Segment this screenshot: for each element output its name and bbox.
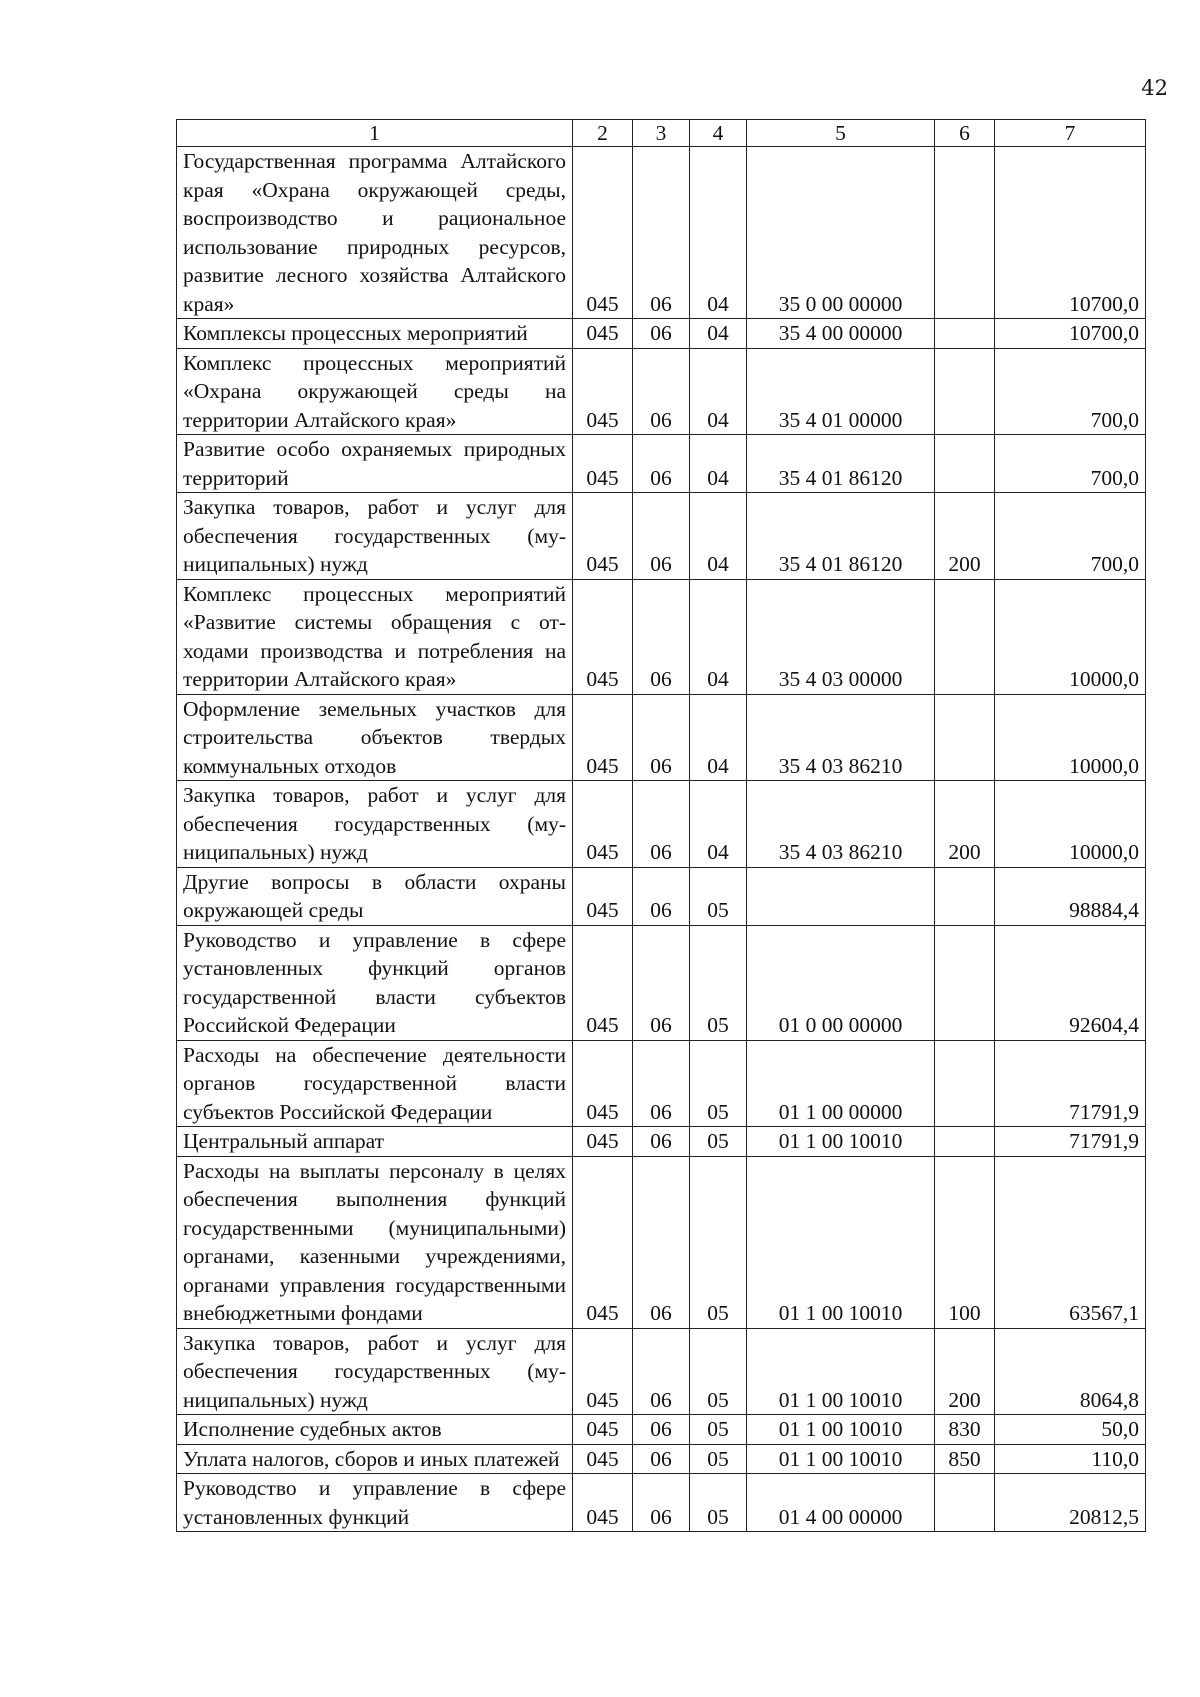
header-cell: 2 [573,120,633,147]
header-cell: 4 [690,120,747,147]
amount-cell: 700,0 [995,493,1146,580]
section-code-cell: 06 [633,1156,690,1328]
ministry-code-cell: 045 [573,925,633,1040]
target-article-cell: 01 1 00 10010 [747,1415,935,1445]
section-code-cell: 06 [633,319,690,349]
expense-type-cell: 200 [935,493,995,580]
target-article-cell: 35 4 01 86120 [747,435,935,493]
subsection-code-cell: 05 [690,1328,747,1415]
target-article-cell: 01 1 00 10010 [747,1444,935,1474]
table-row [177,925,1146,1040]
target-article-cell: 35 4 00 00000 [747,319,935,349]
item-name-cell: Комплекс процессных мероприятий «Охрана окружающей среды на территории Алтайского края» [177,348,573,435]
header-cell: 1 [177,120,573,147]
item-name-cell: Закупка товаров, работ и услуг для обеспечения государственных (муниципальных) нужд [177,493,573,580]
table-row [177,1474,1146,1532]
section-code-cell: 06 [633,147,690,319]
ministry-code-cell: 045 [573,1444,633,1474]
amount-cell: 10700,0 [995,319,1146,349]
header-row [177,120,1146,147]
item-name-cell: Комплекс процессных мероприятий «Развитие системы обращения с отходами производства и потребления на территории Алтайского края» [177,579,573,694]
target-article-cell: 01 4 00 00000 [747,1474,935,1532]
item-name-cell: Развитие особо охраняемых природных территорий [177,435,573,493]
item-name-cell: Оформление земельных участков для строительства объектов твердых коммунальных отходов [177,694,573,781]
table-row [177,1328,1146,1415]
table-row [177,1156,1146,1328]
item-name-cell: Исполнение судебных актов [177,1415,573,1445]
item-name-cell: Центральный аппарат [177,1127,573,1157]
target-article-cell: 35 4 03 00000 [747,579,935,694]
item-name-cell: Закупка товаров, работ и услуг для обеспечения государственных (муниципальных) нужд [177,1328,573,1415]
section-code-cell: 06 [633,1328,690,1415]
item-name-cell: Расходы на выплаты персоналу в целях обеспечения выполнения функций государственными (муниципальными) органами, казенными учреждениями, органами управления государственными внебюджетными фондами [177,1156,573,1328]
expense-type-cell [935,1040,995,1127]
ministry-code-cell: 045 [573,867,633,925]
expense-type-cell [935,694,995,781]
section-code-cell: 06 [633,435,690,493]
amount-cell: 63567,1 [995,1156,1146,1328]
table-row [177,319,1146,349]
ministry-code-cell: 045 [573,147,633,319]
target-article-cell: 35 4 03 86210 [747,781,935,868]
subsection-code-cell: 04 [690,348,747,435]
header-cell: 7 [995,120,1146,147]
subsection-code-cell: 05 [690,1127,747,1157]
item-name-cell: Руководство и управление в сфере установленных функций органов государственной власти субъектов Российской Федерации [177,925,573,1040]
expense-type-cell [935,925,995,1040]
ministry-code-cell: 045 [573,1415,633,1445]
section-code-cell: 06 [633,781,690,868]
expense-type-cell [935,1127,995,1157]
ministry-code-cell: 045 [573,493,633,580]
subsection-code-cell: 04 [690,147,747,319]
expense-type-cell [935,867,995,925]
target-article-cell [747,867,935,925]
ministry-code-cell: 045 [573,1474,633,1532]
table-row [177,694,1146,781]
item-name-cell: Уплата налогов, сборов и иных платежей [177,1444,573,1474]
table-row [177,493,1146,580]
expense-type-cell: 200 [935,1328,995,1415]
subsection-code-cell: 04 [690,579,747,694]
amount-cell: 71791,9 [995,1127,1146,1157]
table-row [177,1040,1146,1127]
target-article-cell: 01 0 00 00000 [747,925,935,1040]
amount-cell: 700,0 [995,348,1146,435]
amount-cell: 700,0 [995,435,1146,493]
section-code-cell: 06 [633,1127,690,1157]
amount-cell: 8064,8 [995,1328,1146,1415]
target-article-cell: 35 4 03 86210 [747,694,935,781]
target-article-cell: 01 1 00 10010 [747,1156,935,1328]
subsection-code-cell: 04 [690,435,747,493]
header-cell: 3 [633,120,690,147]
section-code-cell: 06 [633,694,690,781]
subsection-code-cell: 04 [690,319,747,349]
amount-cell: 10000,0 [995,694,1146,781]
amount-cell: 71791,9 [995,1040,1146,1127]
subsection-code-cell: 05 [690,1444,747,1474]
section-code-cell: 06 [633,867,690,925]
expense-type-cell: 100 [935,1156,995,1328]
section-code-cell: 06 [633,1415,690,1445]
table-row [177,1444,1146,1474]
amount-cell: 110,0 [995,1444,1146,1474]
item-name-cell: Государственная программа Алтайского края «Охрана окружающей среды, воспроизводство и рациональное использование природных ресурсов, развитие лесного хозяйства Алтайского края» [177,147,573,319]
table-row [177,781,1146,868]
budget-table [176,119,1146,1532]
amount-cell: 10000,0 [995,781,1146,868]
amount-cell: 92604,4 [995,925,1146,1040]
section-code-cell: 06 [633,348,690,435]
expense-type-cell [935,1474,995,1532]
target-article-cell: 01 1 00 10010 [747,1328,935,1415]
table-row [177,579,1146,694]
section-code-cell: 06 [633,925,690,1040]
ministry-code-cell: 045 [573,1156,633,1328]
amount-cell: 20812,5 [995,1474,1146,1532]
target-article-cell: 35 4 01 00000 [747,348,935,435]
subsection-code-cell: 05 [690,1415,747,1445]
table-row [177,435,1146,493]
ministry-code-cell: 045 [573,579,633,694]
expense-type-cell [935,319,995,349]
target-article-cell: 35 0 00 00000 [747,147,935,319]
amount-cell: 10000,0 [995,579,1146,694]
page-number: 42 [1141,76,1168,100]
section-code-cell: 06 [633,493,690,580]
subsection-code-cell: 04 [690,493,747,580]
expense-type-cell [935,579,995,694]
subsection-code-cell: 04 [690,781,747,868]
expense-type-cell [935,147,995,319]
expense-type-cell [935,435,995,493]
ministry-code-cell: 045 [573,1040,633,1127]
item-name-cell: Комплексы процессных мероприятий [177,319,573,349]
target-article-cell: 35 4 01 86120 [747,493,935,580]
table-body [177,147,1146,1532]
expense-type-cell: 830 [935,1415,995,1445]
header-cell: 5 [747,120,935,147]
expense-type-cell [935,348,995,435]
ministry-code-cell: 045 [573,1328,633,1415]
subsection-code-cell: 05 [690,1156,747,1328]
amount-cell: 98884,4 [995,867,1146,925]
amount-cell: 10700,0 [995,147,1146,319]
table-row [177,1415,1146,1445]
subsection-code-cell: 05 [690,1474,747,1532]
ministry-code-cell: 045 [573,319,633,349]
section-code-cell: 06 [633,579,690,694]
expense-type-cell: 200 [935,781,995,868]
section-code-cell: 06 [633,1474,690,1532]
ministry-code-cell: 045 [573,435,633,493]
subsection-code-cell: 05 [690,867,747,925]
table-row [177,147,1146,319]
section-code-cell: 06 [633,1444,690,1474]
table-row [177,348,1146,435]
item-name-cell: Расходы на обеспечение деятельности органов государственной власти субъектов Российской Федерации [177,1040,573,1127]
section-code-cell: 06 [633,1040,690,1127]
amount-cell: 50,0 [995,1415,1146,1445]
header-cell: 6 [935,120,995,147]
item-name-cell: Другие вопросы в области охраны окружающей среды [177,867,573,925]
ministry-code-cell: 045 [573,1127,633,1157]
ministry-code-cell: 045 [573,348,633,435]
target-article-cell: 01 1 00 00000 [747,1040,935,1127]
ministry-code-cell: 045 [573,694,633,781]
item-name-cell: Руководство и управление в сфере установленных функций [177,1474,573,1532]
subsection-code-cell: 04 [690,694,747,781]
item-name-cell: Закупка товаров, работ и услуг для обеспечения государственных (муниципальных) нужд [177,781,573,868]
subsection-code-cell: 05 [690,925,747,1040]
target-article-cell: 01 1 00 10010 [747,1127,935,1157]
table-row [177,867,1146,925]
ministry-code-cell: 045 [573,781,633,868]
expense-type-cell: 850 [935,1444,995,1474]
subsection-code-cell: 05 [690,1040,747,1127]
table-row [177,1127,1146,1157]
